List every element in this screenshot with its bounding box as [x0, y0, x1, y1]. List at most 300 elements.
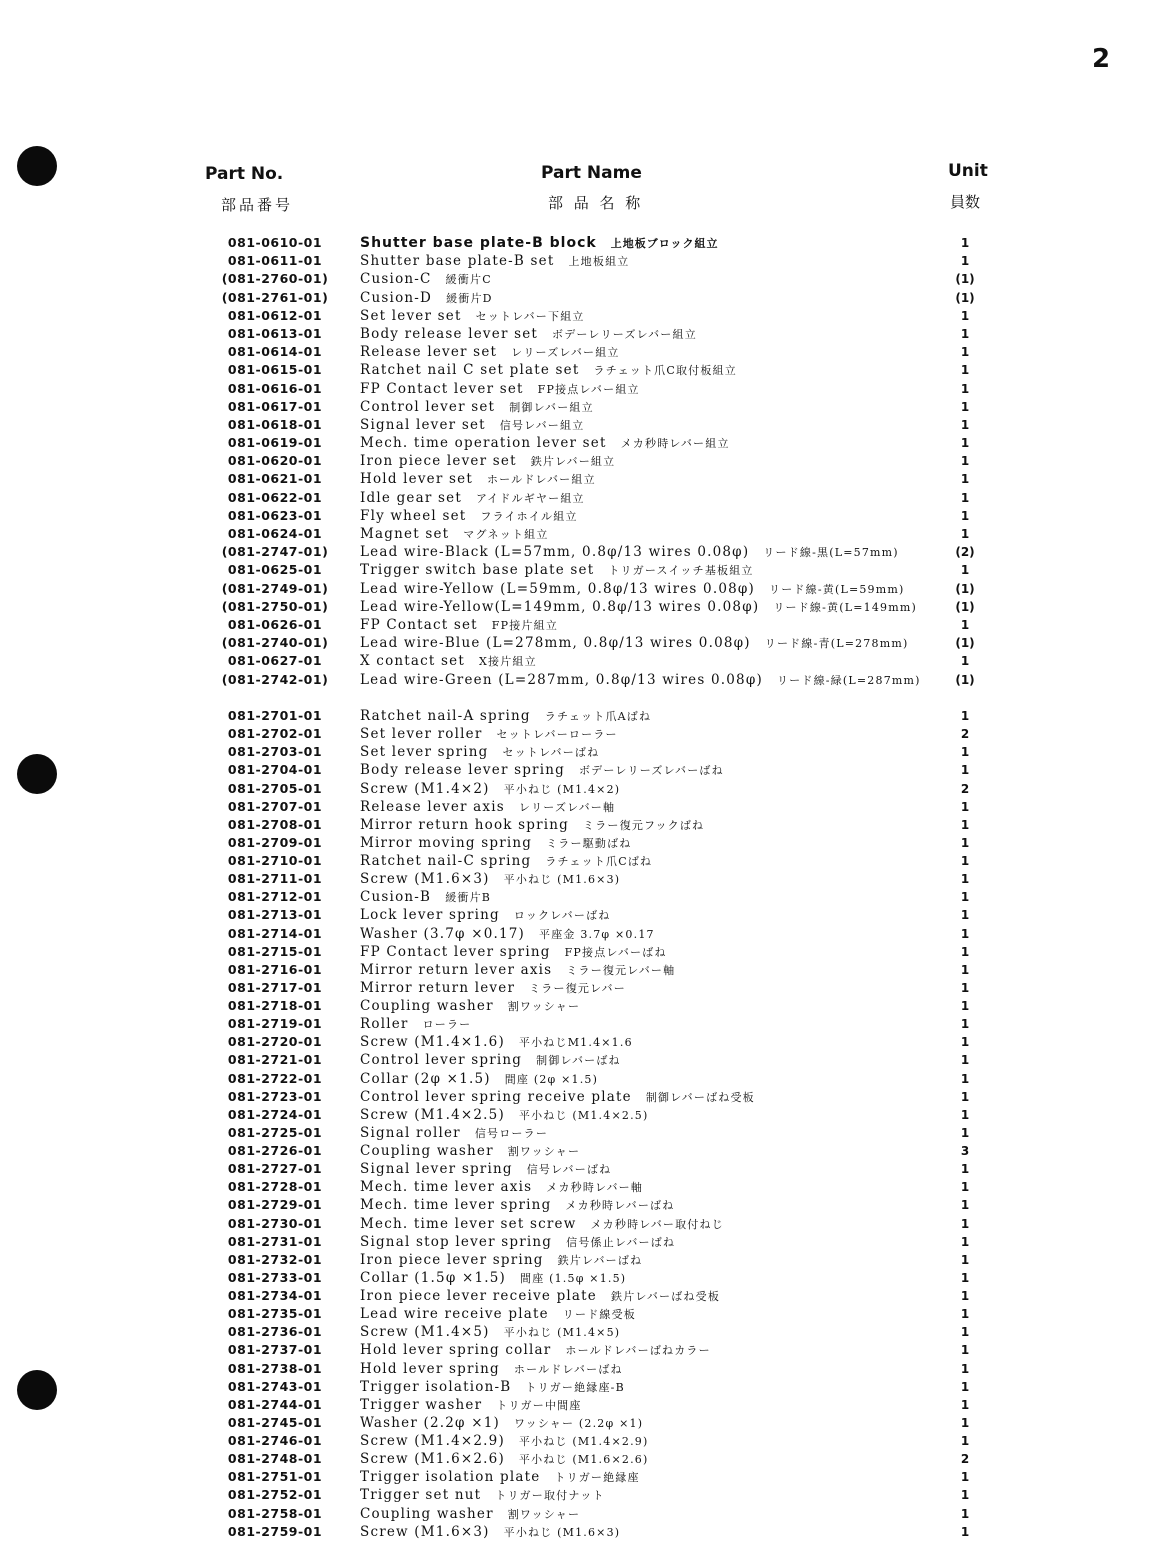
part-row — [0, 1523, 1152, 1541]
part-name-en: Trigger isolation plate — [360, 1469, 541, 1486]
part-number: 081-2724-01 — [227, 1106, 323, 1122]
part-name-ja: メカ秒時レバー取付ねじ — [590, 1217, 724, 1231]
part-number: 081-0613-01 — [227, 325, 323, 341]
part-name-ja: レリーズレバー組立 — [511, 346, 620, 360]
part-name-ja: トリガー絶縁座 — [554, 1471, 640, 1485]
part-row — [0, 798, 1152, 816]
unit-count: 1 — [960, 363, 970, 378]
part-name-en: Set lever spring — [360, 744, 489, 761]
part-number: 081-2737-01 — [227, 1342, 323, 1358]
unit-count: (1) — [955, 581, 975, 596]
part-name-ja: トリガー中間座 — [496, 1398, 582, 1412]
part-name-en: FP Contact lever spring — [360, 943, 551, 960]
header-unit-ja: 員数 — [950, 193, 981, 211]
part-name — [360, 343, 620, 362]
part-row — [0, 1178, 1152, 1196]
part-name-en: Fly wheel set — [360, 507, 467, 524]
part-row — [0, 1341, 1152, 1359]
part-number: 081-2719-01 — [227, 1016, 323, 1032]
unit-count: 1 — [960, 799, 970, 814]
part-row — [0, 1215, 1152, 1233]
unit-count: 1 — [960, 1488, 970, 1503]
part-number: 081-2718-01 — [227, 998, 323, 1013]
part-name-en: Mech. time lever axis — [360, 1179, 533, 1196]
part-name-en: Signal lever spring — [360, 1161, 513, 1178]
part-name — [360, 507, 578, 526]
part-name — [360, 671, 921, 690]
unit-count: 1 — [960, 1270, 970, 1285]
part-name-ja: 平小ねじ (M1.6×2.6) — [518, 1453, 649, 1467]
part-name-en: Collar (1.5φ ×1.5) — [360, 1269, 507, 1286]
part-name — [360, 616, 558, 635]
part-name-ja: 間座 (1.5φ ×1.5) — [520, 1271, 627, 1285]
part-name-ja: 平小ねじ (M1.4×2) — [503, 782, 621, 796]
part-row — [0, 489, 1152, 507]
part-number: 081-0614-01 — [227, 344, 323, 360]
unit-count: 2 — [960, 1452, 970, 1467]
part-name-en: Washer (2.2φ ×1) — [360, 1414, 500, 1431]
part-name-ja: 割ワッシャー — [507, 1507, 581, 1521]
part-row — [0, 634, 1152, 652]
part-name-en: Control lever set — [360, 398, 496, 415]
part-name — [360, 470, 596, 489]
unit-count: 1 — [960, 381, 970, 396]
part-number: 081-0623-01 — [227, 507, 323, 523]
part-name — [360, 1323, 620, 1342]
part-number: 081-2701-01 — [227, 708, 323, 723]
part-name — [360, 1160, 611, 1179]
part-name-ja: FP接片組立 — [491, 618, 559, 632]
part-name-en: Iron piece lever set — [360, 453, 517, 470]
part-name-en: Lead wire-Black (L=57mm, 0.8φ/13 wires 0.08φ) — [360, 544, 750, 561]
part-row — [0, 361, 1152, 379]
part-name-ja: ミラー駆動ばね — [546, 836, 632, 850]
part-name — [360, 1124, 548, 1143]
part-name-ja: トリガー絶縁座-B — [525, 1380, 625, 1394]
page-number: 2 — [1092, 44, 1111, 74]
part-name — [360, 634, 908, 653]
part-name-ja: リード線-黄(L=149mm) — [773, 600, 918, 614]
part-name — [360, 434, 730, 453]
part-number: 081-0612-01 — [227, 307, 323, 323]
part-name-ja: 緩衝片D — [446, 291, 493, 305]
part-row — [0, 870, 1152, 888]
unit-count: 1 — [960, 490, 970, 505]
unit-count: 1 — [960, 1397, 970, 1412]
part-name — [360, 289, 493, 308]
unit-count: 3 — [960, 1144, 970, 1158]
part-number: 081-2734-01 — [227, 1288, 323, 1303]
part-row — [0, 1378, 1152, 1396]
part-name — [360, 1070, 598, 1089]
part-name-en: Cusion-B — [360, 889, 432, 906]
part-name-en: Signal roller — [360, 1124, 461, 1141]
part-row — [0, 1106, 1152, 1124]
part-row — [0, 1360, 1152, 1378]
part-name — [360, 979, 626, 998]
part-name-en: Control lever spring — [360, 1052, 523, 1069]
part-name-ja: 緩衝片B — [445, 891, 492, 905]
part-name-en: Signal stop lever spring — [360, 1233, 553, 1250]
part-name-ja: ラチェット爪Aばね — [544, 710, 652, 723]
part-name-ja: FP接点レバー組立 — [537, 382, 640, 396]
part-name-en: Body release lever spring — [360, 762, 565, 779]
part-name-en: Roller — [360, 1016, 409, 1033]
part-row — [0, 961, 1152, 979]
part-number: 081-0619-01 — [227, 435, 323, 451]
part-number: 081-2730-01 — [227, 1215, 323, 1231]
part-name-ja: FP接点レバーばね — [564, 945, 667, 959]
part-name — [360, 761, 724, 780]
part-name-en: Trigger washer — [360, 1396, 483, 1413]
part-number: 081-2728-01 — [227, 1179, 323, 1195]
unit-count: 1 — [960, 835, 970, 850]
unit-count: 1 — [960, 345, 970, 360]
part-row — [0, 1287, 1152, 1305]
part-row — [0, 1196, 1152, 1214]
unit-count: 1 — [960, 654, 970, 669]
part-name — [360, 325, 697, 344]
unit-count: 1 — [960, 1053, 970, 1068]
part-row — [0, 1051, 1152, 1069]
part-row — [0, 470, 1152, 488]
unit-count: 1 — [960, 962, 970, 977]
part-row — [0, 780, 1152, 798]
part-number: 081-0625-01 — [227, 562, 323, 578]
part-name-en: Lead wire-Green (L=287mm, 0.8φ/13 wires 0.08φ) — [360, 671, 763, 688]
unit-count: 1 — [960, 1071, 970, 1086]
part-row — [0, 979, 1152, 997]
part-name-ja: ミラー復元フックばね — [583, 818, 705, 832]
part-name — [360, 561, 754, 580]
part-name — [360, 580, 905, 599]
part-number: 081-2722-01 — [227, 1070, 323, 1086]
unit-count: 1 — [960, 1017, 970, 1032]
part-name-en: Lead wire-Blue (L=278mm, 0.8φ/13 wires 0.08φ) — [360, 635, 751, 652]
part-name-en: Screw (M1.4×1.6) — [360, 1034, 505, 1051]
part-name — [360, 1360, 623, 1379]
part-name-ja: ラチェット爪C取付板組立 — [593, 364, 737, 378]
part-name-en: Set lever set — [360, 307, 462, 324]
unit-count: 1 — [960, 980, 970, 995]
part-name — [360, 943, 667, 962]
part-name-ja: アイドルギヤー組立 — [475, 491, 585, 505]
part-number: 081-2709-01 — [227, 834, 323, 850]
unit-count: 1 — [960, 817, 970, 832]
part-number: 081-2715-01 — [227, 943, 323, 959]
part-row — [0, 725, 1152, 743]
punch-hole-top — [17, 146, 57, 186]
part-name-ja: 信号レバー組立 — [499, 418, 585, 432]
part-name-en: Iron piece lever spring — [360, 1251, 544, 1268]
part-name-ja: 制御レバーばね — [536, 1054, 621, 1068]
part-name — [360, 543, 899, 562]
part-row — [0, 906, 1152, 924]
unit-count: 1 — [960, 1198, 970, 1213]
part-name — [360, 1215, 724, 1234]
part-name — [360, 1051, 621, 1070]
part-name-en: Cusion-C — [360, 271, 432, 288]
part-name-ja: マグネット組立 — [463, 528, 549, 541]
part-number: (081-2747-01) — [221, 544, 329, 560]
unit-count: 1 — [960, 1234, 970, 1249]
part-name-en: Screw (M1.6×3) — [360, 871, 490, 888]
part-name-ja: 平座金 3.7φ ×0.17 — [539, 927, 655, 941]
part-name-ja: 緩衝片C — [445, 273, 492, 287]
header-part-no: Part No. — [205, 164, 284, 184]
part-name-en: X contact set — [360, 653, 465, 670]
part-row — [0, 761, 1152, 779]
part-number: 081-2704-01 — [227, 762, 323, 778]
part-name-en: Lead wire-Yellow(L=149mm, 0.8φ/13 wires 0.08φ) — [360, 598, 760, 615]
part-name-ja: ボデーレリーズレバーばね — [578, 764, 724, 778]
part-name — [360, 234, 719, 253]
part-number: 081-0622-01 — [227, 489, 323, 505]
part-name — [360, 743, 599, 762]
part-row — [0, 671, 1152, 689]
part-row — [0, 325, 1152, 343]
part-name-en: Iron piece lever receive plate — [360, 1288, 597, 1304]
part-name — [360, 1505, 580, 1524]
part-name-ja: ホールドレバーばねカラー — [565, 1344, 711, 1358]
unit-count: 1 — [960, 1415, 970, 1430]
part-name — [360, 834, 632, 853]
part-number: 081-2703-01 — [227, 744, 323, 760]
part-row — [0, 543, 1152, 561]
part-name-ja: 平小ねじ (M1.4×5) — [503, 1326, 621, 1340]
unit-count: 1 — [960, 944, 970, 959]
part-name — [360, 816, 704, 835]
part-name — [360, 1432, 648, 1451]
unit-count: 1 — [960, 1325, 970, 1340]
part-name-en: Control lever spring receive plate — [360, 1088, 632, 1105]
unit-count: (1) — [955, 672, 975, 687]
part-name-ja: セットレバーばね — [502, 746, 600, 760]
part-name — [360, 888, 491, 907]
part-row — [0, 1033, 1152, 1051]
part-name-en: FP Contact lever set — [360, 380, 524, 397]
parts-list-components — [0, 707, 1152, 1541]
unit-count: 1 — [960, 254, 970, 269]
part-number: 081-2717-01 — [227, 979, 323, 995]
part-number: 081-2738-01 — [227, 1360, 323, 1376]
part-name — [360, 398, 594, 417]
part-name — [360, 707, 651, 726]
part-name-en: Magnet set — [360, 526, 450, 542]
part-name — [360, 725, 618, 744]
part-number: 081-2743-01 — [227, 1378, 323, 1394]
unit-count: 1 — [960, 563, 970, 578]
part-number: 081-2744-01 — [227, 1396, 323, 1412]
part-number: 081-0618-01 — [227, 416, 323, 432]
unit-count: 1 — [960, 763, 970, 778]
part-row — [0, 525, 1152, 543]
part-row — [0, 252, 1152, 270]
part-name — [360, 925, 655, 944]
unit-count: 1 — [960, 1289, 970, 1303]
part-number: 081-0627-01 — [227, 653, 323, 669]
unit-count: 1 — [960, 472, 970, 487]
part-name — [360, 416, 584, 435]
part-name-ja: ローラー — [422, 1018, 472, 1032]
part-name — [360, 1305, 636, 1324]
unit-count: 1 — [960, 236, 970, 250]
part-name-en: Trigger isolation-B — [360, 1378, 512, 1395]
part-number: 081-2721-01 — [227, 1052, 323, 1068]
part-name-en: Lock lever spring — [360, 907, 500, 924]
part-name — [360, 1088, 755, 1107]
part-name — [360, 1196, 674, 1215]
part-name-en: Screw (M1.4×2) — [360, 780, 490, 797]
part-name-ja: セットレバーローラー — [496, 728, 618, 742]
unit-count: 1 — [960, 1252, 970, 1267]
part-name-en: Coupling washer — [360, 1505, 494, 1522]
part-name — [360, 307, 585, 326]
part-row — [0, 743, 1152, 761]
part-number: 081-2710-01 — [227, 853, 323, 868]
unit-count: 1 — [960, 1107, 970, 1122]
part-name-en: Shutter base plate-B block — [360, 235, 597, 251]
part-number: 081-2723-01 — [227, 1088, 323, 1104]
part-row — [0, 1432, 1152, 1450]
part-name-ja: トリガー取付ナット — [495, 1489, 605, 1503]
part-name-ja: 平小ねじ (M1.6×3) — [503, 873, 621, 887]
part-name — [360, 1106, 648, 1125]
part-number: 081-2712-01 — [227, 889, 323, 905]
part-name — [360, 906, 610, 925]
part-name-ja: 上地板ブロック組立 — [610, 237, 719, 250]
part-name — [360, 525, 549, 544]
part-row — [0, 852, 1152, 870]
unit-count: 1 — [960, 308, 970, 323]
part-name-ja: 平小ねじ (M1.4×2.5) — [518, 1108, 649, 1122]
part-row — [0, 1142, 1152, 1160]
part-name-en: Ratchet nail-A spring — [360, 708, 531, 724]
part-number: 081-2702-01 — [227, 726, 323, 742]
part-row — [0, 398, 1152, 416]
unit-count: 1 — [960, 1379, 970, 1394]
header-part-name-ja: 部 品 名 称 — [548, 194, 644, 212]
part-row — [0, 943, 1152, 961]
part-number: 081-2758-01 — [227, 1505, 323, 1521]
part-name-en: Lead wire receive plate — [360, 1306, 549, 1323]
part-name-en: Hold lever spring collar — [360, 1342, 552, 1359]
part-row — [0, 289, 1152, 307]
unit-count: 1 — [960, 745, 970, 760]
part-number: 081-2736-01 — [227, 1324, 323, 1340]
part-row — [0, 1233, 1152, 1251]
part-row — [0, 1269, 1152, 1287]
part-row — [0, 380, 1152, 398]
part-number: 081-2713-01 — [227, 907, 323, 923]
part-name-en: Trigger set nut — [360, 1487, 482, 1504]
part-name-ja: 信号係止レバーばね — [566, 1235, 676, 1249]
part-row — [0, 416, 1152, 434]
part-number: 081-2716-01 — [227, 961, 323, 977]
part-name-ja: ホールドレバー組立 — [486, 473, 596, 487]
part-number: 081-0616-01 — [227, 380, 323, 396]
part-name — [360, 1523, 620, 1542]
unit-count: 1 — [960, 1307, 970, 1322]
part-name-en: Mirror return lever — [360, 979, 516, 996]
part-name-ja: 間座 (2φ ×1.5) — [504, 1072, 599, 1086]
part-name-en: Coupling washer — [360, 1143, 494, 1159]
part-name-ja: リード線受板 — [562, 1308, 636, 1322]
part-row — [0, 343, 1152, 361]
part-row — [0, 1251, 1152, 1269]
part-number: (081-2749-01) — [221, 580, 329, 596]
part-name-ja: セットレバー下組立 — [475, 309, 585, 323]
unit-count: 1 — [960, 1361, 970, 1376]
part-name-ja: 割ワッシャー — [507, 1000, 581, 1013]
unit-count: (2) — [955, 545, 975, 560]
part-name-ja: リード線-青(L=278mm) — [764, 637, 909, 651]
unit-count: 1 — [960, 890, 970, 905]
unit-count: 1 — [960, 1089, 970, 1104]
unit-count: 1 — [960, 617, 970, 632]
part-number: 081-2708-01 — [227, 816, 323, 832]
part-name — [360, 870, 620, 889]
part-name — [360, 380, 640, 399]
part-name — [360, 852, 652, 871]
part-number: 081-0615-01 — [227, 362, 323, 378]
part-row — [0, 834, 1152, 852]
part-name — [360, 598, 917, 617]
part-name-en: Ratchet nail C set plate set — [360, 362, 580, 379]
part-name-en: Idle gear set — [360, 489, 462, 506]
part-name — [360, 252, 629, 271]
part-number: 081-2726-01 — [227, 1143, 323, 1158]
unit-count: 1 — [960, 854, 970, 868]
part-number: 081-0624-01 — [227, 526, 323, 541]
unit-count: 1 — [960, 508, 970, 523]
unit-count: 1 — [960, 1216, 970, 1231]
part-name — [360, 1251, 642, 1270]
part-row — [0, 1450, 1152, 1468]
unit-count: 1 — [960, 527, 970, 541]
part-name-ja: ロックレバーばね — [513, 909, 611, 923]
part-name-ja: フライホイル組立 — [480, 509, 578, 523]
part-name-ja: 信号レバーばね — [526, 1163, 612, 1177]
part-name-en: Cusion-D — [360, 289, 433, 306]
part-row — [0, 434, 1152, 452]
unit-count: (1) — [955, 272, 975, 287]
part-number: 081-2752-01 — [227, 1487, 323, 1503]
part-row — [0, 1070, 1152, 1088]
part-row — [0, 707, 1152, 725]
part-name-en: Hold lever set — [360, 471, 473, 488]
part-number: 081-0626-01 — [227, 616, 323, 632]
part-name-ja: メカ秒時レバー組立 — [620, 437, 730, 451]
part-name-ja: 信号ローラー — [474, 1126, 549, 1140]
part-name — [360, 652, 537, 671]
unit-count: 2 — [960, 781, 970, 796]
part-name-ja: メカ秒時レバー軸 — [546, 1181, 644, 1195]
part-number: 081-2748-01 — [227, 1451, 323, 1467]
part-name — [360, 1033, 633, 1052]
part-row — [0, 1396, 1152, 1414]
part-name-ja: 平小ねじ (M1.4×2.9) — [518, 1435, 649, 1448]
parts-list-assemblies — [0, 234, 1152, 689]
unit-count: 1 — [960, 1434, 970, 1448]
part-number: 081-0620-01 — [227, 453, 323, 469]
unit-count: 1 — [960, 872, 970, 887]
part-row — [0, 307, 1152, 325]
part-name — [360, 1142, 580, 1161]
part-row — [0, 1468, 1152, 1486]
part-name — [360, 1269, 626, 1288]
header-unit: Unit — [948, 161, 988, 181]
